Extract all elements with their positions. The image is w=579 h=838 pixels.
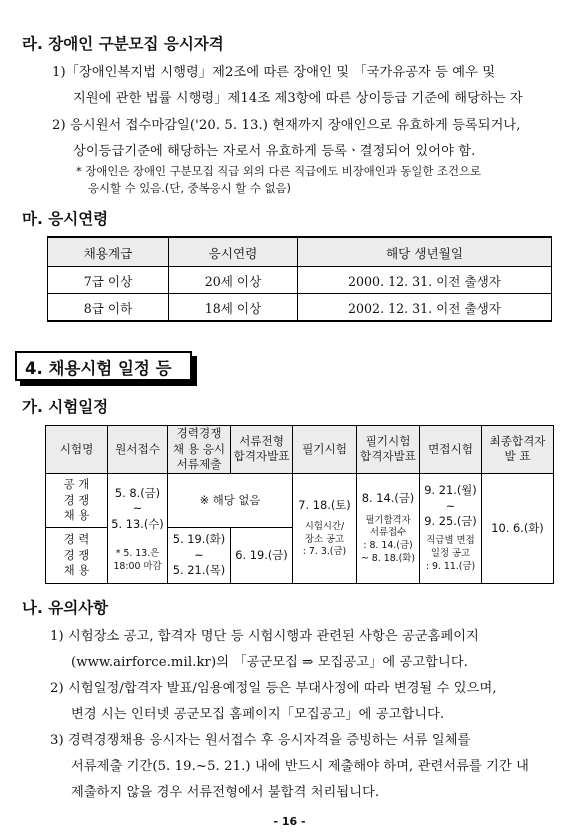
section-ra-note-line2: 응시할 수 있음.(단, 중복응시 할 수 없음) bbox=[88, 181, 291, 195]
table-header-cell: 해당 생년월일 bbox=[298, 237, 552, 267]
written-exam-cell bbox=[293, 473, 357, 583]
written-result-cell bbox=[357, 473, 420, 583]
age-requirement-table bbox=[47, 236, 552, 322]
row-career-name bbox=[46, 527, 108, 583]
section-ra-item1-line1: 1)「장애인복지법 시행령」제2조에 따른 장애인 및 「국가유공자 등 예우 및 bbox=[52, 65, 496, 80]
spacer bbox=[293, 513, 356, 521]
section-na-item2-line1: 2) 시험일정/합격자 발표/임용예정일 등은 부대사정에 따라 변경될 수 있으며, bbox=[50, 681, 497, 696]
table-cell: 7급 이상 bbox=[48, 267, 169, 294]
header-interview: 면접시험 bbox=[420, 426, 482, 474]
application-end: 5. 13.(수) bbox=[111, 516, 164, 531]
header-final-line2: 발 표 bbox=[504, 449, 531, 464]
table-cell: 20세 이상 bbox=[169, 267, 298, 294]
section-ra-item2-line2: 상이등급기준에 해당하는 자로서 유효하게 등록ㆍ결정되어 있어야 함. bbox=[73, 144, 476, 159]
no-docs-cell: ※ 해당 없음 bbox=[168, 473, 293, 527]
written-result-note-line1: 필기합격자 bbox=[365, 514, 411, 526]
written-result-note-line2: 서류접수 bbox=[369, 527, 407, 539]
header-docs-side: 응시 bbox=[202, 441, 226, 456]
section-ma-heading: 마. 응시연령 bbox=[22, 210, 109, 228]
header-written-result-line1: 필기시험 bbox=[365, 433, 411, 448]
section-na-item3-line2: 서류제출 기간(5. 19.~5. 21.) 내에 반드시 제출해야 하며, 관련서류를 기간 내 bbox=[71, 759, 529, 774]
docs-end: 5. 21.(목) bbox=[172, 563, 226, 578]
table-cell: 2000. 12. 31. 이전 출생자 bbox=[298, 267, 552, 294]
header-docs-line3: 서류제출 bbox=[176, 457, 222, 472]
table-cell: 2002. 12. 31. 이전 출생자 bbox=[298, 294, 552, 322]
interview-cell bbox=[420, 473, 482, 583]
table-cell: 8급 이하 bbox=[48, 294, 169, 322]
written-result-note-line3: : 8. 14.(금) bbox=[363, 540, 413, 552]
written-note-line2: 장소 공고 bbox=[304, 533, 345, 545]
table-row bbox=[48, 267, 552, 294]
interview-note-line3: : 9. 11.(금) bbox=[425, 560, 476, 572]
interview-note-line2: 일정 공고 bbox=[430, 548, 471, 560]
written-note-line1: 시험시간/ bbox=[304, 521, 345, 533]
table-header-row bbox=[46, 426, 554, 474]
application-note-line2: 18:00 마감 bbox=[113, 560, 162, 572]
application-period-cell bbox=[108, 473, 168, 583]
interview-start: 9. 21.(월) bbox=[424, 483, 477, 498]
doc-result-cell: 6. 19.(금) bbox=[231, 527, 293, 583]
spacer bbox=[108, 532, 167, 548]
written-date: 7. 18.(토) bbox=[298, 497, 351, 512]
section-4-title-box bbox=[15, 351, 192, 381]
header-docs-line1: 경력경쟁 bbox=[176, 426, 222, 440]
section-na-item3-line1: 3) 경력경쟁채용 응시자는 원서접수 후 응시자격을 증빙하는 서류 일체를 bbox=[50, 733, 471, 748]
application-tilde: ~ bbox=[132, 501, 143, 516]
section-ga-heading: 가. 시험일정 bbox=[22, 398, 109, 416]
exam-schedule-table bbox=[45, 425, 554, 584]
header-written-result-line2: 합격자발표 bbox=[360, 449, 416, 464]
table-header-row bbox=[48, 237, 552, 267]
row-public-name-line: 공 개 bbox=[63, 477, 90, 492]
header-doc-result bbox=[231, 426, 293, 474]
header-docs-line2 bbox=[168, 442, 230, 458]
docs-tilde: ~ bbox=[194, 547, 204, 562]
page-number: - 16 - bbox=[273, 815, 306, 828]
written-note-line3: : 7. 3.(금) bbox=[302, 546, 347, 558]
header-exam-name: 시험명 bbox=[46, 426, 108, 474]
row-public-name-line: 경 쟁 bbox=[63, 492, 90, 507]
header-doc-result-line2: 합격자발표 bbox=[233, 449, 290, 464]
section-na-item1-line2: (www.airforce.mil.kr)의 「공군모집 ⇒ 모집공고」에 공고합니다. bbox=[71, 655, 468, 670]
header-written: 필기시험 bbox=[293, 426, 357, 474]
section-ra-item1-line2: 지원에 관한 법률 시행령」제14조 제3항에 따른 상이등급 기준에 해당하는 자 bbox=[73, 91, 523, 106]
table-header-cell: 응시연령 bbox=[169, 237, 298, 267]
header-final-line1: 최종합격자 bbox=[489, 433, 546, 448]
interview-end: 9. 25.(금) bbox=[424, 514, 477, 529]
table-row-public bbox=[46, 473, 554, 527]
table-header-cell: 채용계급 bbox=[48, 237, 169, 267]
section-na-heading: 나. 유의사항 bbox=[22, 599, 109, 617]
section-na-item3-line3: 제출하지 않을 경우 서류전형에서 불합격 처리됩니다. bbox=[71, 785, 380, 800]
docs-period-cell bbox=[168, 527, 231, 583]
docs-start: 5. 19.(화) bbox=[172, 532, 226, 547]
application-start: 5. 8.(금) bbox=[114, 485, 161, 500]
header-final bbox=[482, 426, 554, 474]
row-career-name-line: 경 력 bbox=[63, 532, 90, 547]
interview-tilde: ~ bbox=[445, 498, 456, 513]
header-written-result bbox=[357, 426, 420, 474]
row-public-name bbox=[46, 473, 108, 527]
section-ra-item2-line1: 2) 응시원서 접수마감일('20. 5. 13.) 현재까지 장애인으로 유효하게 등록되거나, bbox=[52, 118, 521, 133]
section-ra-heading: 라. 장애인 구분모집 응시자격 bbox=[22, 35, 224, 53]
section-ra-note-line1: * 장애인은 장애인 구분모집 직급 외의 다른 직급에도 비장애인과 동일한 조건으로 bbox=[76, 164, 482, 178]
header-docs-line2-text: 채 용 bbox=[172, 441, 199, 456]
section-4-title: 4. 채용시험 일정 등 bbox=[25, 359, 172, 378]
application-note-line1: * 5. 13.은 bbox=[115, 548, 160, 560]
row-career-name-line: 경 쟁 bbox=[63, 547, 90, 562]
row-public-name-line: 채 용 bbox=[63, 508, 90, 523]
written-result-date: 8. 14.(금) bbox=[361, 491, 415, 506]
final-result-cell: 10. 6.(화) bbox=[482, 473, 554, 583]
header-doc-result-line1: 서류전형 bbox=[239, 433, 284, 448]
table-cell: 18세 이상 bbox=[169, 294, 298, 322]
table-row bbox=[48, 294, 552, 322]
written-result-note-line4: ~ 8. 18.(화) bbox=[360, 552, 416, 564]
section-na-item1-line1: 1) 시험장소 공고, 합격자 명단 등 시험시행과 관련된 사항은 공군홈페이지 bbox=[50, 629, 479, 644]
spacer bbox=[357, 507, 419, 515]
interview-note-line1: 직급별 면접 bbox=[426, 535, 475, 547]
header-docs bbox=[168, 426, 231, 474]
section-na-item2-line2: 변경 시는 인터넷 공군모집 홈페이지「모집공고」에 공고합니다. bbox=[71, 707, 445, 722]
row-career-name-line: 채 용 bbox=[63, 563, 90, 578]
header-application: 원서접수 bbox=[108, 426, 168, 474]
